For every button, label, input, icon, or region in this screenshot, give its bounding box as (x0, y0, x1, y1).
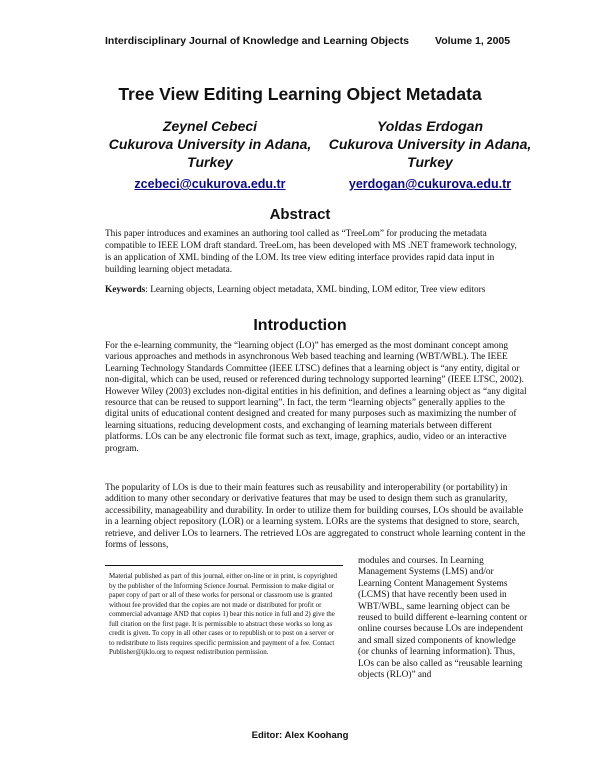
journal-name: Interdisciplinary Journal of Knowledge and Learning Objects (105, 35, 409, 47)
keywords-label: Keywords (105, 285, 146, 295)
author-affiliation: Cukurova University in Adana, Turkey (108, 136, 312, 170)
author-name: Yoldas Erdogan (376, 118, 484, 134)
paper-title: Tree View Editing Learning Object Metadata (118, 84, 482, 104)
author-block-2 (320, 117, 540, 171)
keywords (105, 284, 525, 296)
author-name: Zeynel Cebeci (162, 118, 258, 134)
author-email-link[interactable]: yerdogan@cukurova.edu.tr (348, 177, 512, 191)
abstract-heading: Abstract (269, 206, 331, 223)
author-block-1 (100, 117, 320, 171)
volume-label: Volume 1, 2005 (435, 35, 511, 47)
author-email-link[interactable]: zcebeci@cukurova.edu.tr (134, 177, 286, 191)
keywords-text: : Learning objects, Learning object metadata, XML binding, LOM editor, Tree view editors (145, 285, 486, 295)
copyright-notice-box (105, 565, 343, 658)
abstract-text: This paper introduces and examines an authoring tool called as “TreeLom” for producing the metadata compatible to IEEE LOM draft standard. TreeLom, has been developed with MS .NET framework technology, is an application of XML binding of the LOM. Its tree view editing interface provides rapid data input in building learning object metadata. (105, 229, 517, 275)
introduction-paragraph-2: The popularity of LOs is due to their main features such as reusability and interoperability (or portability) in addition to many other secondary or derivative features that may be used to design them such as granularity, accessibility, manageability and durability. In order to utilize them for building courses, LOs should be available in a learning object repository (LOR) or a learning system. LORs are the systems that designed to store, search, retrieve, and deliver LOs to learners. The retrieved LOs are aggregated to construct whole learning content in the forms of lessons, (105, 483, 526, 551)
author-affiliation: Cukurova University in Adana, Turkey (328, 136, 532, 170)
introduction-paragraph-2-continued: modules and courses. In Learning Management Systems (LMS) and/or Learning Content Management Systems (LCMS) that have recently been used in WBT/WBL, same learning object can be reused to build different e-learning content or online courses because LOs are independent and small sized components of knowledge (or chunks of learning information). Thus, LOs can be also called as “reusable learning objects (RLO)” and (358, 556, 528, 681)
introduction-heading: Introduction (253, 317, 347, 334)
copyright-notice: Material published as part of this journal, either on-line or in print, is copyrighted by the publisher of the Informing Science Journal. Permission to make digital or paper copy of part or all of these works for personal or classroom use is granted without fee provided that the copies are not made or distributed for profit or commercial advantage AND that copies 1) bear this notice in full and 2) give the full citation on the first page. It is permissible to abstract these works so long as credit is given. To copy in all other cases or to republish or to post on a server or to redistribute to lists requires specific permission and payment of a fee. Contact Publisher@ijklo.org to request redistribution permission. (109, 572, 338, 656)
footer-editor: Editor: Alex Koohang (251, 730, 349, 741)
introduction-paragraph-1: For the e-learning community, the “learning object (LO)” has emerged as the most dominant concept among various approaches and methods in asynchronous Web based teaching and learning (WBT/WBL). The IEEE Learning Technology Standards Committee (IEEE LTSC) defines that a learning object is “any entity, digital or non-digital, which can be used, reused or referenced during technology supported learning” (IEEE LTSC, 2002). However Wiley (2003) excludes non-digital entities in his definition, and defines a learning object as “any digital resource that can be reused to support learning”. In fact, the term “learning objects” generally applies to the digital units of educational content designed and created for many purposes such as maximizing the number of learning situations, reducing development costs, and exchanging of learning materials between different platforms. LOs can be any electronic file format such as text, image, graphics, audio, video or an interactive program. (105, 341, 527, 454)
